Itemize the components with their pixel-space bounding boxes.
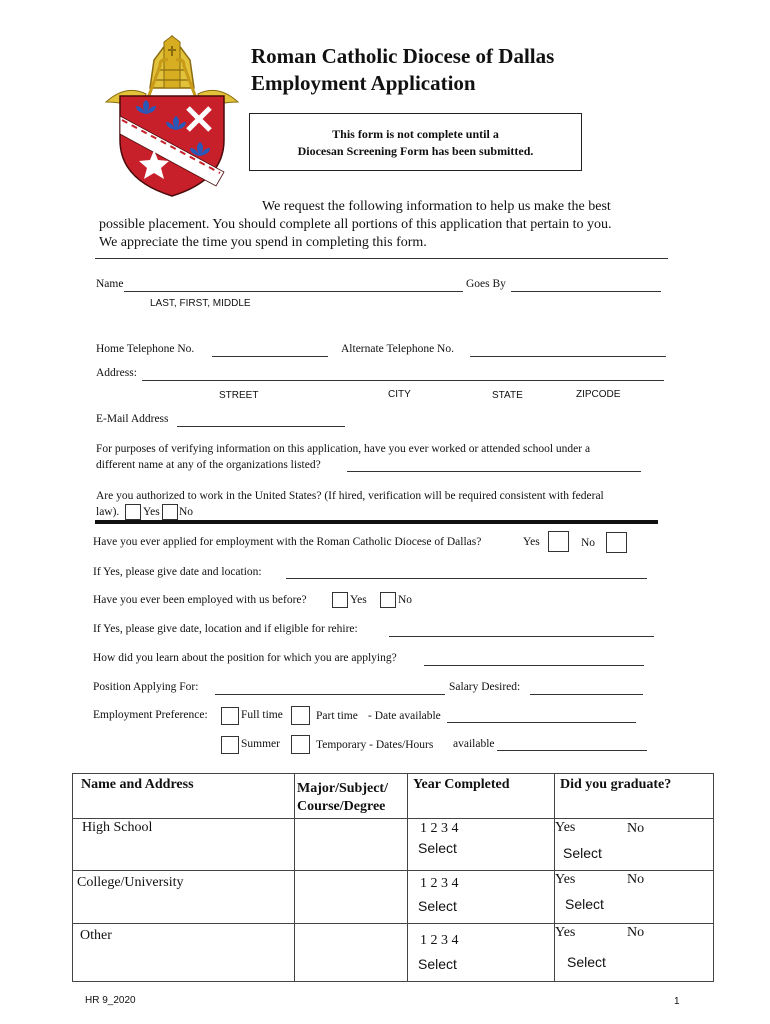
education-header-row: [73, 774, 714, 819]
education-table: [72, 773, 714, 982]
position-field[interactable]: [215, 694, 445, 695]
authorized-yes-label: Yes: [143, 506, 160, 518]
intro-line1: We request the following information to help us make the best: [262, 199, 611, 214]
full-time-label: Full time: [241, 709, 283, 721]
screening-notice-box: [249, 113, 582, 171]
preference-label: Employment Preference:: [93, 709, 208, 721]
learned-label: How did you learn about the position for which you are applying?: [93, 652, 397, 664]
applied-date-field[interactable]: [286, 578, 647, 579]
home-phone-field[interactable]: [212, 356, 328, 357]
part-time-checkbox[interactable]: [291, 706, 310, 725]
graduate-no[interactable]: No: [627, 872, 645, 887]
school-name-other: Other: [80, 928, 112, 943]
rehire-label: If Yes, please give date, location and if eligible for rehire:: [93, 623, 358, 635]
table-row: [73, 819, 714, 871]
notice-line2: Diocesan Screening Form has been submitted.: [297, 144, 534, 158]
part-time-label: Part time: [316, 710, 358, 722]
zip-hint: ZIPCODE: [576, 389, 621, 400]
authorized-no-checkbox[interactable]: [162, 504, 178, 520]
summer-checkbox[interactable]: [221, 736, 239, 754]
alt-phone-label: Alternate Telephone No.: [341, 343, 454, 355]
header-year-completed: Year Completed: [413, 777, 510, 792]
temporary-label: Temporary - Dates/Hours: [316, 739, 434, 751]
authorized-no-label: No: [179, 506, 194, 518]
other-name-field[interactable]: [347, 471, 641, 472]
year-select[interactable]: Select: [418, 898, 457, 914]
goes-by-label: Goes By: [466, 278, 506, 290]
graduate-yes[interactable]: Yes: [555, 820, 576, 835]
header-major-line1: Major/Subject/: [297, 781, 388, 796]
page-number: 1: [674, 996, 680, 1007]
school-name-college: College/University: [77, 875, 184, 890]
graduate-select[interactable]: Select: [563, 845, 602, 861]
name-field[interactable]: [124, 291, 463, 292]
applied-no-checkbox[interactable]: [606, 532, 627, 553]
full-time-checkbox[interactable]: [221, 707, 239, 725]
applied-yes-label: Yes: [523, 536, 540, 548]
other-name-question-line1: For purposes of verifying information on this application, have you ever worked or attended school under a: [96, 443, 591, 455]
email-field[interactable]: [177, 426, 345, 427]
rehire-field[interactable]: [389, 636, 654, 637]
summer-label: Summer: [241, 738, 280, 750]
header-name-address: Name and Address: [81, 777, 194, 792]
form-title-line1: Roman Catholic Diocese of Dallas: [251, 44, 555, 68]
year-select[interactable]: Select: [418, 840, 457, 856]
diocese-seal-icon: [102, 30, 242, 200]
authorized-question-line1: Are you authorized to work in the United States? (If hired, verification will be required consistent with federal: [96, 490, 604, 502]
graduate-no[interactable]: No: [627, 821, 645, 836]
year-options[interactable]: 1 2 3 4: [420, 933, 459, 948]
email-label: E-Mail Address: [96, 413, 169, 425]
learned-field[interactable]: [424, 665, 644, 666]
salary-field[interactable]: [530, 694, 643, 695]
table-row: [73, 924, 714, 982]
school-name-high-school: High School: [82, 820, 153, 835]
table-row: [73, 871, 714, 924]
graduate-no[interactable]: No: [627, 925, 645, 940]
position-label: Position Applying For:: [93, 681, 199, 693]
authorized-yes-checkbox[interactable]: [125, 504, 141, 520]
employed-no-checkbox[interactable]: [380, 592, 396, 608]
name-label: Name: [96, 278, 124, 290]
year-select[interactable]: Select: [418, 956, 457, 972]
applied-question: Have you ever applied for employment with the Roman Catholic Diocese of Dallas?: [93, 536, 482, 548]
employed-no-label: No: [398, 594, 413, 606]
city-hint: CITY: [388, 389, 411, 400]
employed-question: Have you ever been employed with us before?: [93, 594, 307, 606]
header-major-line2: Course/Degree: [297, 799, 386, 814]
available-label: available: [453, 738, 495, 750]
graduate-yes[interactable]: Yes: [555, 872, 576, 887]
divider-thick: [95, 520, 658, 524]
date-available-label: - Date available: [368, 710, 441, 722]
year-options[interactable]: 1 2 3 4: [420, 876, 459, 891]
divider-top: [95, 258, 668, 259]
address-label: Address:: [96, 367, 137, 379]
alt-phone-field[interactable]: [470, 356, 666, 357]
graduate-select[interactable]: Select: [567, 954, 606, 970]
state-hint: STATE: [492, 390, 523, 401]
notice-line1: This form is not complete until a: [332, 127, 499, 141]
goes-by-field[interactable]: [511, 291, 661, 292]
other-name-question-line2: different name at any of the organizations listed?: [96, 459, 321, 471]
intro-line2: possible placement. You should complete all portions of this application that pertain to you.: [99, 217, 612, 232]
employed-yes-label: Yes: [350, 594, 367, 606]
year-options[interactable]: 1 2 3 4: [420, 821, 459, 836]
home-phone-label: Home Telephone No.: [96, 343, 195, 355]
major-cell-high-school[interactable]: [295, 819, 408, 871]
temporary-available-field[interactable]: [497, 750, 647, 751]
applied-date-label: If Yes, please give date and location:: [93, 566, 262, 578]
employed-yes-checkbox[interactable]: [332, 592, 348, 608]
major-cell-college[interactable]: [295, 871, 408, 924]
authorized-question-line2: law).: [96, 506, 120, 518]
street-hint: STREET: [219, 390, 259, 401]
address-field[interactable]: [142, 380, 664, 381]
applied-yes-checkbox[interactable]: [548, 531, 569, 552]
salary-label: Salary Desired:: [449, 681, 521, 693]
temporary-checkbox[interactable]: [291, 735, 310, 754]
intro-line3: We appreciate the time you spend in completing this form.: [99, 235, 427, 250]
graduate-yes[interactable]: Yes: [555, 925, 576, 940]
name-hint: LAST, FIRST, MIDDLE: [150, 298, 251, 309]
applied-no-label: No: [581, 537, 596, 549]
major-cell-other[interactable]: [295, 924, 408, 982]
header-did-graduate: Did you graduate?: [560, 777, 672, 792]
form-code: HR 9_2020: [85, 995, 136, 1006]
graduate-select[interactable]: Select: [565, 896, 604, 912]
date-available-field[interactable]: [447, 722, 636, 723]
form-title-line2: Employment Application: [251, 71, 476, 95]
